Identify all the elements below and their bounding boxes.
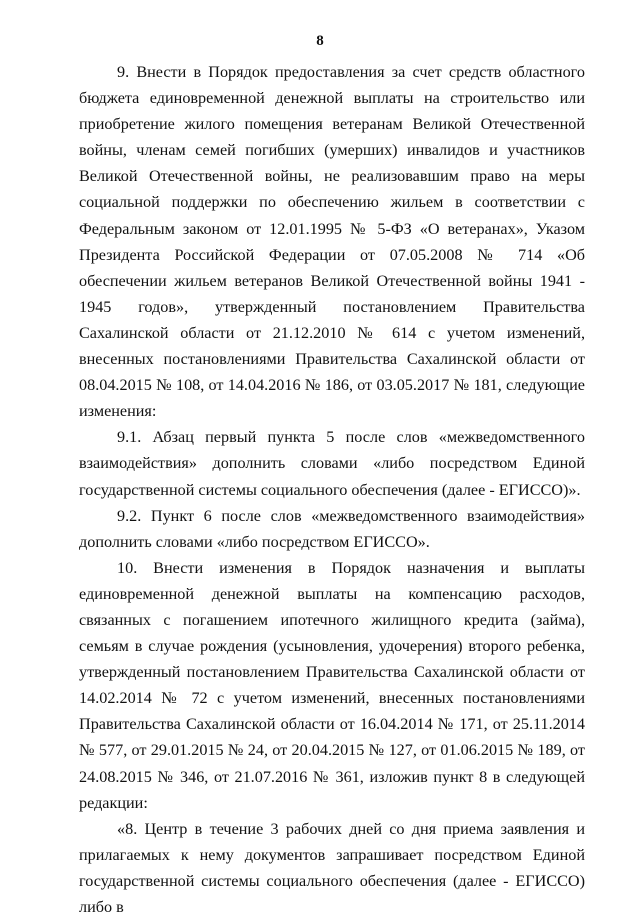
paragraph-item-9-1: 9.1. Абзац первый пункта 5 после слов «межведомственного взаимодействия» дополнить словами «либо посредством Единой государственной системы социального обеспечения (далее - ЕГИССО)». <box>79 428 585 499</box>
page-number: 8 <box>316 33 324 49</box>
document-body <box>79 59 585 920</box>
paragraph-item-10: 10. Внести изменения в Порядок назначения и выплаты единовременной денежной выплаты на компенсацию расходов, связанных с погашением ипотечного жилищного кредита (займа), семьям в случае рождения (усыновления, удочерения) второго ребенка, утвержденный постановлением Правительства Сахалинской области от 14.02.2014 № 72 с учетом изменений, внесенных постановлениями Правительства Сахалинской области от 16.04.2014 № 171, от 25.11.2014 № 577, от 29.01.2015 № 24, от 20.04.2015 № 127, от 01.06.2015 № 189, от 24.08.2015 № 346, от 21.07.2016 № 361, изложив пункт 8 в следующей редакции: <box>79 558 585 812</box>
paragraph-item-9: 9. Внести в Порядок предоставления за счет средств областного бюджета единовременной денежной выплаты на строительство или приобретение жилого помещения ветеранам Великой Отечественной войны, членам семей погибших (умерших) инвалидов и участников Великой Отечественной войны, не реализовавшим право на меры социальной поддержки по обеспечению жильем в соответствии с Федеральным законом от 12.01.1995 № 5-ФЗ «О ветеранах», Указом Президента Российской Федерации от 07.05.2008 № 714 «Об обеспечении жильем ветеранов Великой Отечественной войны 1941 - 1945 годов», утвержденный постановлением Правительства Сахалинской области от 21.12.2010 № 614 с учетом изменений, внесенных постановлениями Правительства Сахалинской области от 08.04.2015 № 108, от 14.04.2016 № 186, от 03.05.2017 № 181, следующие изменения: <box>79 63 585 421</box>
paragraph-item-9-2: 9.2. Пункт 6 после слов «межведомственного взаимодействия» дополнить словами «либо посредством ЕГИССО». <box>79 506 585 551</box>
paragraph-quoted-item-8: «8. Центр в течение 3 рабочих дней со дня приема заявления и прилагаемых к нему документов запрашивает посредством Единой государственной системы социального обеспечения (далее - ЕГИССО) либо в <box>79 819 585 916</box>
